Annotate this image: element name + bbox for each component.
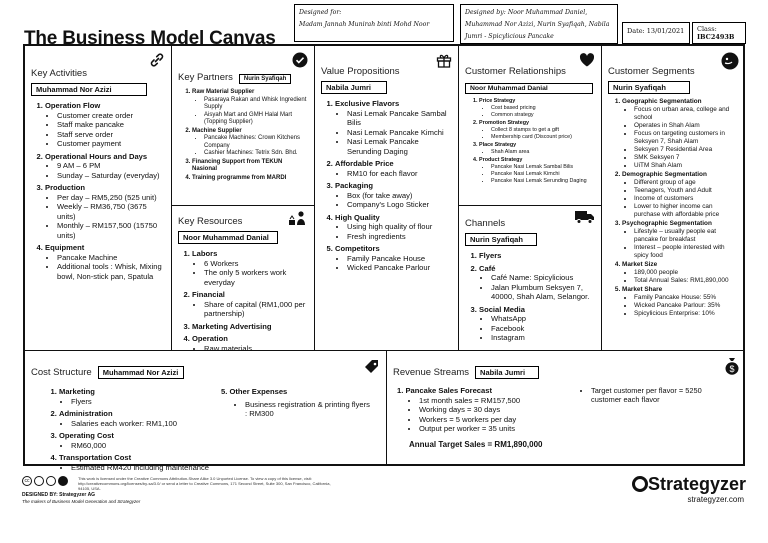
cost-structure-owner: Muhammad Nor Azizi	[98, 366, 184, 379]
list-item	[622, 98, 739, 170]
sub-list-item: • Focus on targeting customers in Seksyen 7, Shah Alam	[634, 130, 739, 146]
designed-for-box	[294, 4, 454, 42]
sub-list	[45, 111, 165, 149]
strategyzer-url[interactable]: strategyzer.com	[687, 495, 744, 504]
license-icons	[22, 476, 68, 486]
sub-list-item: • Different group of age	[634, 179, 739, 187]
forecast-list	[393, 396, 563, 434]
attribution-icon	[34, 476, 44, 486]
forecast-item: • Output per worker = 35 units	[419, 424, 563, 434]
list-item-label: Labors	[192, 249, 218, 258]
list-item	[45, 183, 165, 240]
money-bag-icon	[725, 357, 739, 375]
sub-list-item: • 189,000 people	[634, 269, 739, 277]
class-box	[692, 22, 746, 44]
sub-list	[479, 273, 595, 302]
sub-list	[479, 127, 595, 141]
list-item	[59, 409, 211, 428]
sub-list-item: • Cost based pricing	[491, 105, 595, 112]
list-item-label: Training programme from MARDI	[192, 174, 287, 181]
sub-list-item: • Nasi Lemak Pancake Sambal Bilis	[347, 109, 452, 128]
sub-list	[59, 397, 211, 407]
customer-relationships-owner: Noor Muhammad Danial	[465, 83, 593, 94]
key-partners-section	[172, 46, 315, 206]
date-box	[622, 22, 690, 44]
list-item	[479, 157, 595, 185]
key-resources-owner: Noor Muhammad Danial	[178, 231, 278, 244]
sub-list	[622, 228, 739, 260]
forecast-label-text: Pancake Sales Forecast	[405, 386, 492, 395]
sub-list-item: • Income of customers	[634, 195, 739, 203]
sub-list-item: • Jalan Plumbum Seksyen 7, 40000, Shah Alam, Selangor.	[491, 283, 595, 302]
footer-designed-by: DESIGNED BY: Strategyzer AG	[22, 492, 96, 498]
sub-list-item: • Additional tools : Whisk, Mixing bowl, Non-stick pan, Spatula	[57, 262, 165, 281]
list-item-label: Price Strategy	[479, 98, 516, 104]
strategyzer-brand: Strategyzer	[647, 474, 746, 494]
list-item	[59, 387, 211, 406]
forecast-label: 1. Pancake Sales Forecast	[397, 386, 492, 395]
annual-target-sales: Annual Target Sales = RM1,890,000	[409, 439, 543, 449]
customer-relationships-list	[465, 98, 595, 185]
list-item	[622, 171, 739, 219]
channels-owner: Nurin Syafiqah	[465, 233, 537, 246]
list-item	[479, 305, 595, 343]
list-item	[59, 453, 211, 472]
other-expenses-block	[221, 384, 371, 472]
sub-list	[479, 149, 595, 156]
sub-list-item: • Common strategy	[491, 112, 595, 119]
list-item-label: Machine Supplier	[192, 127, 242, 134]
value-propositions-list	[321, 99, 452, 273]
key-activities-title: Key Activities	[31, 68, 87, 79]
list-item	[622, 261, 739, 285]
date-value: Date: 13/01/2021	[627, 27, 685, 35]
list-item	[622, 220, 739, 260]
sub-list-item: • Estimated RM420 including maintenance	[71, 463, 211, 473]
strategyzer-logo	[632, 474, 746, 495]
cost-structure-list	[31, 384, 211, 472]
list-item-label: Psychographic Segmentation	[622, 220, 712, 227]
list-item-label: Financial	[192, 290, 225, 299]
worker-resources-icon	[288, 210, 308, 226]
list-item	[335, 244, 452, 273]
sub-list-item: • Company's Logo Sticker	[347, 200, 452, 210]
sub-list-item: • Instagram	[491, 333, 595, 343]
list-item-label: Market Size	[622, 261, 658, 268]
list-item-label: Affordable Price	[335, 159, 394, 168]
sub-list-item: • Pancake Machine	[57, 253, 165, 263]
customer-relationships-section	[459, 46, 602, 206]
sub-list	[335, 109, 452, 157]
sub-list	[192, 300, 308, 319]
list-item	[335, 159, 452, 178]
customer-relationships-title: Customer Relationships	[465, 66, 566, 77]
list-item	[335, 213, 452, 242]
sub-list-item: • Teenagers, Youth and Adult	[634, 187, 739, 195]
customer-face-icon	[721, 52, 739, 70]
license-text: This work is licensed under the Creative Commons Attribution-Share Alike 3.0 Unported License. To view a copy of this license, visit: http://creativecommons.org/licenses/by-sa/3.0/ or send a letter to Creative Commons, 171 Second Street, Suite 300, San Francisco, California, 94105, USA.	[78, 476, 331, 491]
sub-list-item: • Membership card (Discount price)	[491, 134, 595, 141]
forecast-item: • 1st month sales = RM157,500	[419, 396, 563, 406]
other-expenses-label: 5. Other Expenses	[221, 387, 288, 396]
gift-icon	[436, 52, 452, 68]
list-item	[59, 431, 211, 450]
sub-list-item: • Facebook	[491, 324, 595, 334]
list-item-label: Equipment	[45, 243, 85, 252]
list-item-label: Operation	[192, 334, 228, 343]
sub-list	[479, 105, 595, 119]
value-propositions-title: Value Propositions	[321, 66, 400, 77]
designed-for-value: Madam Jannah Munirah binti Mohd Noor	[299, 21, 430, 28]
sub-list-item: • Salaries each worker: RM1,100	[71, 419, 211, 429]
footer-tagline: The makers of Business Model Generation and Strategyzer	[22, 499, 141, 504]
check-badge-icon	[292, 52, 308, 68]
sub-list-item: • Total Annual Sales: RM1,890,000	[634, 277, 739, 285]
sub-list-item: • Interest – people interested with spicy food	[634, 244, 739, 260]
sub-list-item: • Seksyen 7 Residential Area	[634, 146, 739, 154]
list-item-label: Packaging	[335, 181, 373, 190]
list-item	[45, 101, 165, 149]
list-item	[192, 128, 308, 158]
list-item-label: Operation Flow	[45, 101, 101, 110]
link-icon	[149, 52, 165, 68]
customer-segments-section	[602, 46, 745, 351]
list-item	[479, 120, 595, 141]
sub-list	[45, 161, 165, 180]
list-item-label: Demographic Segmentation	[622, 171, 707, 178]
list-item-label: Flyers	[479, 251, 502, 260]
sub-list-item: • Aisyah Mart and GMH Halal Mart (Topping Supplier)	[204, 112, 308, 127]
sub-list-item: • Weekly – RM36,750 (3675 units)	[57, 202, 165, 221]
designed-for-label: Designed for:	[299, 9, 342, 16]
list-item	[479, 98, 595, 119]
sub-list-item: • Focus on urban area, college and school	[634, 106, 739, 122]
creative-commons-icon: cc	[22, 476, 32, 486]
list-item	[192, 159, 308, 174]
canvas-title: The Business Model Canvas	[24, 28, 276, 49]
sub-list-item: • Wicked Pancake Parlour: 35%	[634, 302, 739, 310]
sub-list	[479, 314, 595, 343]
list-item-label: Promotion Strategy	[479, 120, 530, 126]
sub-list-item: • Staff make pancake	[57, 120, 165, 130]
sub-list-item: • 6 Workers	[204, 259, 308, 269]
sub-list	[59, 419, 211, 429]
list-item	[479, 264, 595, 302]
sub-list-item: • Family Pancake House: 55%	[634, 294, 739, 302]
key-resources-list	[178, 249, 308, 353]
sub-list	[622, 179, 739, 219]
customer-segments-title: Customer Segments	[608, 66, 695, 77]
key-partners-title: Key Partners	[178, 72, 233, 83]
sub-list-item: • Wicked Pancake Parlour	[347, 263, 452, 273]
list-item	[192, 249, 308, 287]
list-item	[335, 99, 452, 156]
sub-list-item: • Staff serve order	[57, 130, 165, 140]
target-note-list	[573, 386, 703, 449]
sub-list-item: • Customer payment	[57, 139, 165, 149]
sub-list-item: • Lifestyle – usually people eat pancake for breakfast	[634, 228, 739, 244]
sub-list-item: • Family Pancake House	[347, 254, 452, 264]
sub-list	[335, 169, 452, 179]
sub-list-item: • Cashier Machines: Tetrix Sdn. Bhd.	[204, 150, 308, 158]
sub-list-item: • SMK Seksyen 7	[634, 154, 739, 162]
list-item-label: Place Strategy	[479, 142, 517, 148]
sub-list-item: • Operates in Shah Alam	[634, 122, 739, 130]
sub-list-item: • Customer create order	[57, 111, 165, 121]
sub-list-item: • Sunday – Saturday (everyday)	[57, 171, 165, 181]
sub-list-item: • Pancake Machines: Crown Kitchens Company	[204, 135, 308, 150]
sub-list-item: • UiTM Shah Alam	[634, 162, 739, 170]
sub-list-item: • Fresh ingredients	[347, 232, 452, 242]
channels-title: Channels	[465, 218, 506, 229]
list-item	[45, 243, 165, 281]
list-item	[192, 322, 308, 332]
sub-list-item: • Pasaraya Rakan and Whisk Ingredient Supply	[204, 97, 308, 112]
list-item-label: Exclusive Flavors	[335, 99, 400, 108]
list-item	[335, 181, 452, 210]
sub-list	[335, 222, 452, 241]
sub-list	[335, 191, 452, 210]
revenue-streams-title: Revenue Streams	[393, 367, 470, 378]
list-item-label: Marketing Advertising	[192, 321, 272, 331]
sub-list	[45, 253, 165, 282]
key-activities-section	[25, 46, 172, 351]
value-propositions-owner: Nabila Jumri	[321, 81, 387, 94]
list-item-label: Financing Support from TEKUN Nasional	[192, 158, 283, 172]
sub-list	[192, 97, 308, 127]
list-item	[192, 175, 308, 183]
list-item-label: Operating Cost	[59, 431, 114, 440]
key-partners-owner: Nurin Syafiqah	[239, 74, 291, 84]
forecast-block	[393, 386, 563, 449]
revenue-streams-section	[387, 351, 745, 466]
strategyzer-logo-icon	[632, 476, 648, 492]
sub-list-item: • WhatsApp	[491, 314, 595, 324]
list-item-label: Marketing	[59, 387, 95, 396]
sub-list	[192, 259, 308, 288]
designed-by-value: Designed by: Noor Muhammad Daniel, Muhammad Nor Azizi, Nurin Syafiqah, Nabila Jumri - Spicylicious Pancake	[465, 9, 610, 40]
target-note: • Target customer per flavor = 5250 customer each flavor	[591, 386, 703, 404]
customer-segments-list	[608, 98, 739, 318]
class-label: Class:	[697, 25, 717, 33]
sub-list-item: • Per day – RM5,250 (525 unit)	[57, 193, 165, 203]
list-item-label: Café	[479, 263, 496, 273]
list-item	[45, 152, 165, 181]
key-partners-list	[178, 89, 308, 182]
sub-list-item: • Using high quality of flour	[347, 222, 452, 232]
key-resources-title: Key Resources	[178, 216, 243, 227]
sub-list	[622, 294, 739, 318]
cost-structure-title: Cost Structure	[31, 367, 92, 378]
forecast-item: • Workers = 5 workers per day	[419, 415, 563, 425]
sub-list-item: • Café Name: Spicylicious	[491, 273, 595, 283]
sub-list	[622, 269, 739, 285]
sub-list-item: • Pancake Nasi Lemak Serunding Daging	[491, 178, 595, 185]
key-resources-section	[172, 206, 315, 351]
list-item-label: Product Strategy	[479, 157, 523, 163]
revenue-streams-owner: Nabila Jumri	[475, 366, 539, 379]
list-item-label: Production	[45, 183, 86, 192]
sub-list	[335, 254, 452, 273]
list-item	[192, 290, 308, 319]
channels-section	[459, 206, 602, 351]
sub-list	[192, 135, 308, 158]
list-item-label: Raw Material Supplier	[192, 89, 255, 95]
other-expenses-item: • Business registration & printing flyers : RM300	[245, 400, 371, 419]
sub-list-item: • Shah Alam area	[491, 149, 595, 156]
sub-list-item: • RM60,000	[71, 441, 211, 451]
sub-list-item: • Box (for take away)	[347, 191, 452, 201]
sub-list-item: • Share of capital (RM1,000 per partnership)	[204, 300, 308, 319]
list-item-label: Operational Hours and Days	[45, 151, 148, 161]
forecast-item: • Working days = 30 days	[419, 405, 563, 415]
sub-list-item: • Monthly – RM157,500 (15750 units)	[57, 221, 165, 240]
heart-icon	[579, 52, 595, 68]
channels-list	[465, 251, 595, 343]
key-activities-owner: Muhammad Nor Azizi	[31, 83, 147, 96]
sub-list-item: • The only 5 workers work everyday	[204, 268, 308, 287]
list-item-label: Geographic Segmentation	[622, 98, 702, 105]
svg-text:$: $	[729, 364, 735, 374]
list-item	[479, 142, 595, 156]
sub-list-item: • Pancake Nasi Lemak Sambal Bilis	[491, 164, 595, 171]
value-propositions-section	[315, 46, 459, 351]
sub-list	[45, 193, 165, 241]
list-item	[622, 286, 739, 318]
sub-list	[622, 106, 739, 170]
price-tag-icon	[364, 359, 380, 375]
sub-list-item: • Nasi Lemak Pancake Kimchi	[347, 128, 452, 138]
sub-list-item: • Lower to higher income can purchase with affordable price	[634, 203, 739, 219]
sub-list-item: • Flyers	[71, 397, 211, 407]
list-item-label: Competitors	[335, 244, 380, 253]
delivery-truck-icon	[575, 210, 595, 224]
key-activities-list	[31, 101, 165, 281]
list-item-label: High Quality	[335, 212, 380, 222]
sub-list	[59, 463, 211, 473]
cost-structure-section	[25, 351, 387, 472]
sub-list-item: • Raw materials	[204, 344, 308, 354]
sub-list-item: • Collect 8 stamps to get a gift	[491, 127, 595, 134]
list-item-label: Market Share	[622, 286, 663, 293]
business-model-canvas	[23, 44, 745, 472]
customer-segments-owner: Nurin Syafiqah	[608, 81, 690, 94]
class-value: IBC2493B	[697, 33, 735, 41]
list-item-label: Social Media	[479, 304, 526, 314]
designed-by-box	[460, 4, 618, 44]
list-item-label: Transportation Cost	[59, 453, 132, 462]
list-item-label: Administration	[59, 409, 113, 418]
sub-list-item: • Nasi Lemak Pancake Serunding Daging	[347, 137, 452, 156]
sub-list-item: • Spicylicious Enterprise: 10%	[634, 310, 739, 318]
sub-list	[59, 441, 211, 451]
share-alike-icon	[46, 476, 56, 486]
noncommercial-icon	[58, 476, 68, 486]
list-item	[192, 89, 308, 127]
sub-list-item: • RM10 for each flavor	[347, 169, 452, 179]
list-item	[479, 251, 595, 261]
sub-list-item: • Pancake Nasi Lemak Kimchi	[491, 171, 595, 178]
sub-list-item: • 9 AM – 6 PM	[57, 161, 165, 171]
sub-list	[479, 164, 595, 185]
